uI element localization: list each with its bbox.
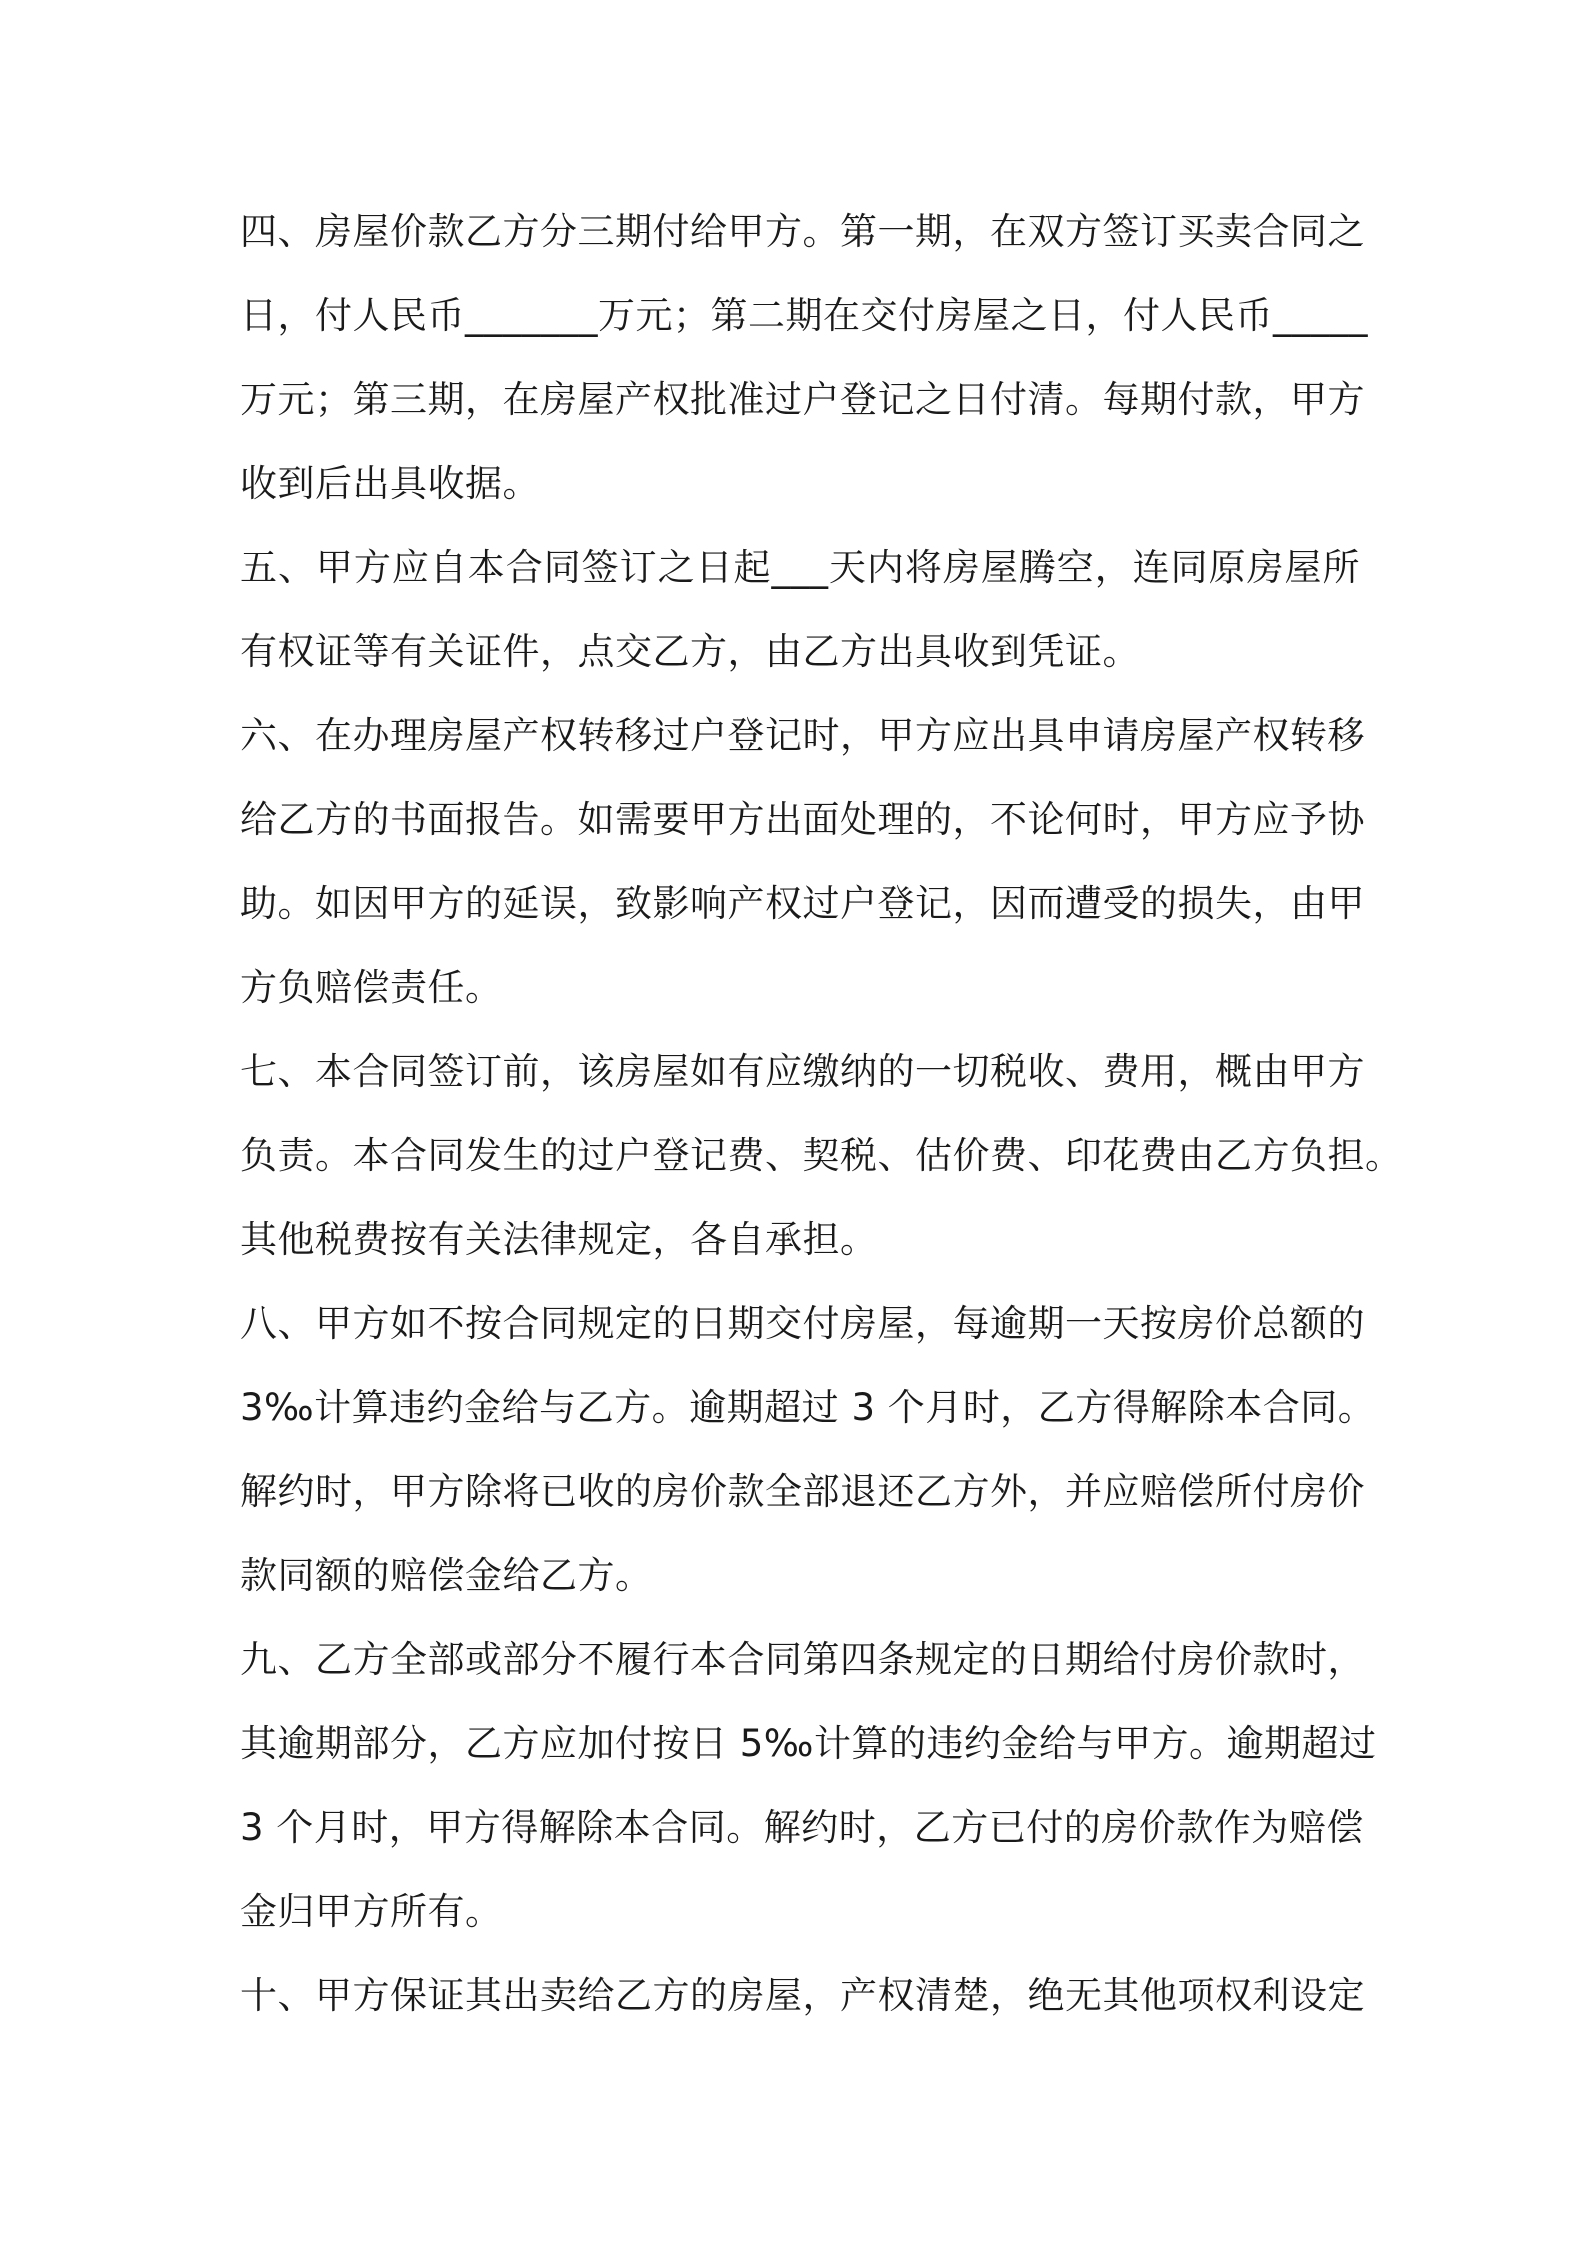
text-line: 3 个月时，甲方得解除本合同。解约时，乙方已付的房价款作为赔偿 [240, 1806, 1364, 1849]
text-line: 十、甲方保证其出卖给乙方的房屋，产权清楚，绝无其他项权利设定 [240, 1974, 1365, 2017]
text-line: 助。如因甲方的延误，致影响产权过户登记，因而遭受的损失，由甲 [240, 882, 1365, 925]
text-line: 五、甲方应自本合同签订之日起___天内将房屋腾空，连同原房屋所 [240, 546, 1360, 589]
clause-4 [240, 190, 1368, 526]
clause-10 [240, 1954, 1365, 2038]
text-line: 万元；第三期，在房屋产权批准过户登记之日付清。每期付款，甲方 [240, 378, 1365, 421]
text-line: 有权证等有关证件，点交乙方，由乙方出具收到凭证。 [240, 630, 1140, 673]
text-line: 其逾期部分，乙方应加付按日 5‰计算的违约金给与甲方。逾期超过 [240, 1722, 1377, 1765]
clause-6 [240, 694, 1365, 1030]
text-line: 六、在办理房屋产权转移过户登记时，甲方应出具申请房屋产权转移 [240, 714, 1365, 757]
text-line: 负责。本合同发生的过户登记费、契税、估价费、印花费由乙方负担。 [240, 1134, 1403, 1177]
text-line: 八、甲方如不按合同规定的日期交付房屋，每逾期一天按房价总额的 [240, 1302, 1365, 1345]
clause-8 [240, 1282, 1376, 1618]
text-line: 3‰计算违约金给与乙方。逾期超过 3 个月时，乙方得解除本合同。 [240, 1386, 1376, 1429]
clause-7 [240, 1030, 1403, 1282]
text-line: 七、本合同签订前，该房屋如有应缴纳的一切税收、费用，概由甲方 [240, 1050, 1365, 1093]
document-body [240, 190, 1403, 2038]
text-line: 解约时，甲方除将已收的房价款全部退还乙方外，并应赔偿所付房价 [240, 1470, 1365, 1513]
text-line: 四、房屋价款乙方分三期付给甲方。第一期，在双方签订买卖合同之 [240, 210, 1365, 253]
text-line: 收到后出具收据。 [240, 462, 540, 505]
text-line: 九、乙方全部或部分不履行本合同第四条规定的日期给付房价款时， [240, 1638, 1365, 1681]
text-line: 日，付人民币_______万元；第二期在交付房屋之日，付人民币_____ [240, 294, 1368, 337]
clause-5 [240, 526, 1360, 694]
text-line: 款同额的赔偿金给乙方。 [240, 1554, 653, 1597]
text-line: 方负赔偿责任。 [240, 966, 503, 1009]
text-line: 金归甲方所有。 [240, 1890, 503, 1933]
clause-9 [240, 1618, 1377, 1954]
text-line: 其他税费按有关法律规定，各自承担。 [240, 1218, 878, 1261]
text-line: 给乙方的书面报告。如需要甲方出面处理的，不论何时，甲方应予协 [240, 798, 1365, 841]
